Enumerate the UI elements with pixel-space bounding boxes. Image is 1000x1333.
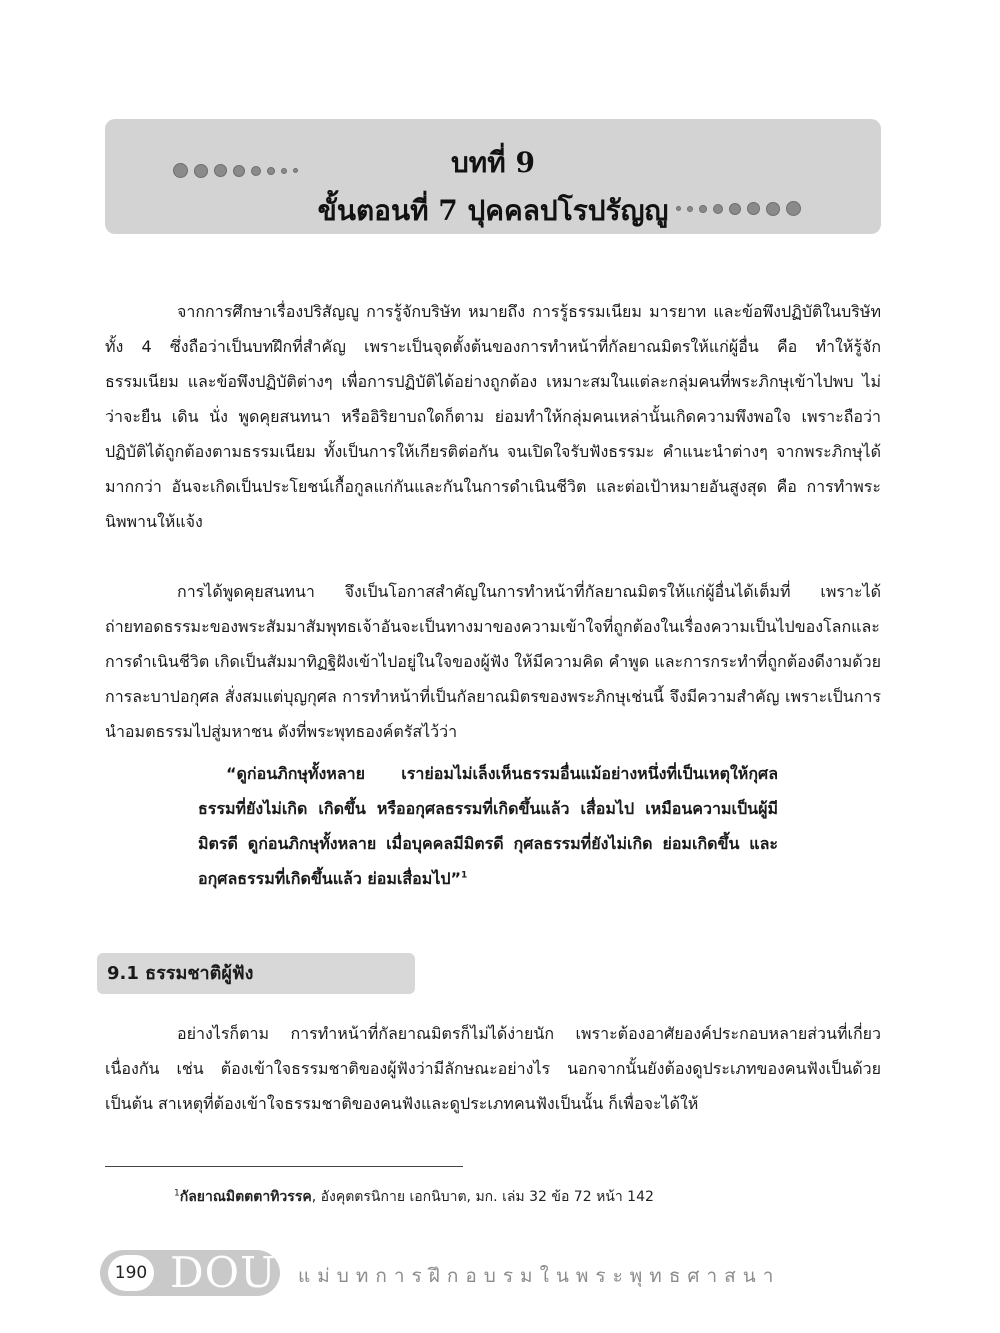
chapter-header <box>105 119 881 234</box>
footnote-mark: 1 <box>174 1188 180 1199</box>
section-paragraph: อย่างไรก็ตาม การทำหน้าที่กัลยาณมิตรก็ไม่ได้ง่ายนัก เพราะต้องอาศัยองค์ประกอบหลายส่วนที่เกี่ยวเนื่องกัน เช่น ต้องเข้าใจธรรมชาติของผู้ฟังว่ามีลักษณะอย่างไร นอกจากนั้นยังต้องดูประเภทของคนฟังเป็นด้วย เป็นต้น สาเหตุที่ต้องเข้าใจธรรมชาติของคนฟังและดูประเภทคนฟังเป็นนั้น ก็เพื่อจะได้ให้ <box>105 1024 881 1113</box>
footnote-citation: , อังคุตตรนิกาย เอกนิบาต, มก. เล่ม 32 ข้อ 72 หน้า 142 <box>311 1189 654 1205</box>
footnote-source-title: กัลยาณมิตตตาทิวรรค <box>179 1189 312 1205</box>
running-title: แม่บทการฝึกอบรมในพระพุทธศาสนา <box>298 1265 781 1287</box>
footnote-divider <box>105 1166 463 1167</box>
body-paragraph-2: การได้พูดคุยสนทนา จึงเป็นโอกาสสำคัญในการทำหน้าที่กัลยาณมิตรให้แก่ผู้อื่นได้เต็มที่ เพราะได้ถ่ายทอดธรรมะของพระสัมมาสัมพุทธเจ้าอันจะเป็นทางมาของความเข้าใจที่ถูกต้องในเรื่องความเป็นไปของโลกและการดำเนินชีวิต เกิดเป็นสัมมาทิฏฐิฝังเข้าไปอยู่ในใจของผู้ฟัง ให้มีความคิด คำพูด และการกระทำที่ถูกต้องดีงามด้วยการละบาปอกุศล สั่งสมแต่บุญกุศล การทำหน้าที่เป็นกัลยาณมิตรของพระภิกษุเช่นนี้ จึงมีความสำคัญ เพราะเป็นการนำอมตธรรมไปสู่มหาชน ดังที่พระพุทธองค์ตรัสไว้ว่า <box>105 582 881 741</box>
section-heading: 9.1 ธรรมชาติผู้ฟัง <box>97 953 415 994</box>
body-paragraph-1: จากการศึกษาเรื่องปริสัญญู การรู้จักบริษัท หมายถึง การรู้ธรรมเนียม มารยาท และข้อพึงปฏิบัติในบริษัททั้ง 4 ซึ่งถือว่าเป็นบทฝึกที่สำคัญ เพราะเป็นจุดตั้งต้นของการทำหน้าที่กัลยาณมิตรให้แก่ผู้อื่น คือ ทำให้รู้จักธรรมเนียม และข้อพึงปฏิบัติต่างๆ เพื่อการปฏิบัติได้อย่างถูกต้อง เหมาะสมในแต่ละกลุ่มคนที่พระภิกษุเข้าไปพบ ไม่ว่าจะยืน เดิน นั่ง พูดคุยสนทนา หรืออิริยาบถใดก็ตาม ย่อมทำให้กลุ่มคนเหล่านั้นเกิดความพึงพอใจ เพราะถือว่าปฏิบัติได้ถูกต้องตามธรรมเนียม ทั้งเป็นการให้เกียรติต่อกัน จนเปิดใจรับฟังธรรมะ คำแนะนำต่างๆ จากพระภิกษุได้มากกว่า อันจะเกิดเป็นประโยชน์เกื้อกูลแก่กันและกันในการดำเนินชีวิต และต่อเป้าหมายอันสูงสุด คือ การทำพระนิพพานให้แจ้ง <box>105 302 881 531</box>
page-footer-badge <box>100 1250 280 1296</box>
chapter-title: บทที่ 9 <box>451 146 535 179</box>
footnote-reference: 1 <box>461 870 468 881</box>
scripture-quote <box>198 756 778 896</box>
quote-text: “ดูก่อนภิกษุทั้งหลาย เราย่อมไม่เล็งเห็นธรรมอื่นแม้อย่างหนึ่งที่เป็นเหตุให้กุศลธรรมที่ยังไม่เกิด เกิดขึ้น หรืออกุศลธรรมที่เกิดขึ้นแล้ว เสื่อมไป เหมือนความเป็นผู้มีมิตรดี ดูก่อนภิกษุทั้งหลาย เมื่อบุคคลมีมิตรดี กุศลธรรมที่ยังไม่เกิด ย่อมเกิดขึ้น และอกุศลธรรมที่เกิดขึ้นแล้ว ย่อมเสื่อมไป” <box>198 764 778 888</box>
chapter-subtitle: ขั้นตอนที่ 7 ปุคคลปโรปรัญญู <box>317 194 669 227</box>
page-number: 190 <box>108 1255 154 1291</box>
footnote <box>174 1186 654 1208</box>
brand-logo: DOU <box>170 1248 277 1297</box>
